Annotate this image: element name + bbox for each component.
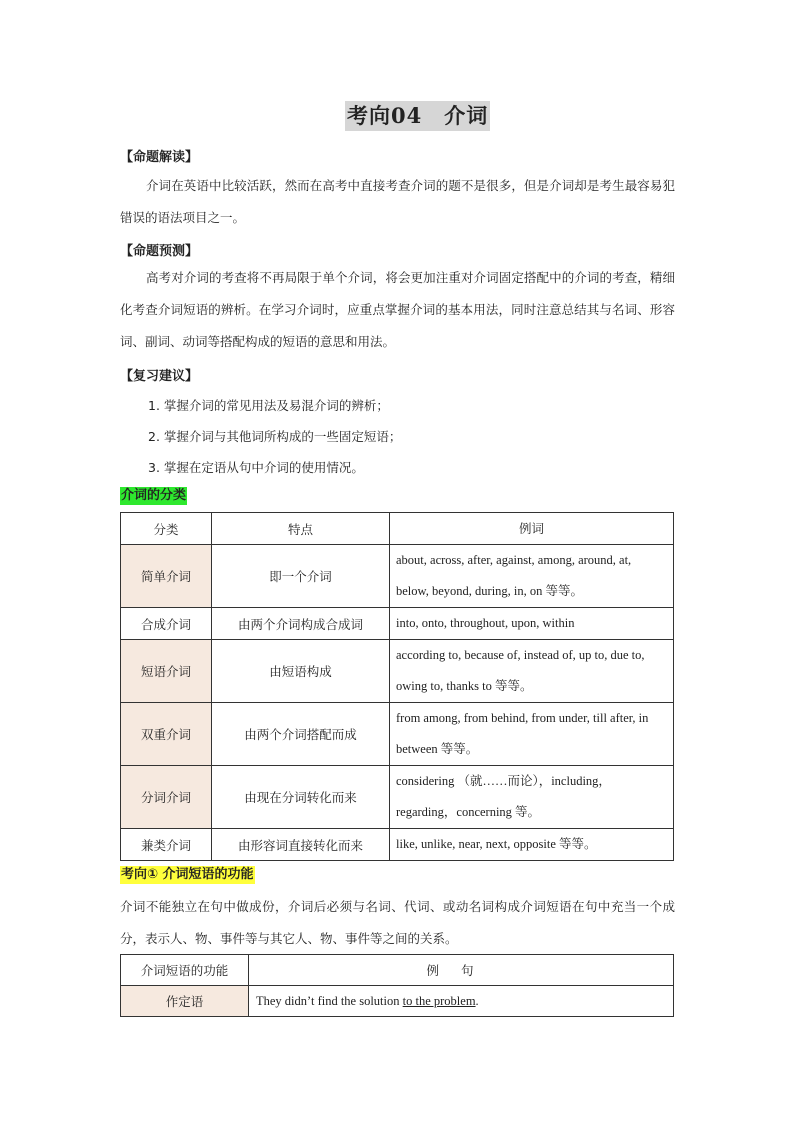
feature-cell: 即一个介词 <box>212 545 390 608</box>
classification-table <box>120 512 674 861</box>
table-header-row <box>121 955 674 986</box>
review-item: 1. 掌握介词的常见用法及易混介词的辨析； <box>148 398 389 413</box>
function-cell: 作定语 <box>121 986 249 1017</box>
header-cell: 例句 <box>249 955 674 986</box>
type-cell: 简单介词 <box>121 545 212 608</box>
table-row <box>121 766 674 829</box>
feature-cell: 由两个介词搭配而成 <box>212 703 390 766</box>
header-cell: 分类 <box>121 513 212 545</box>
title-part-2: 介词 <box>444 103 489 128</box>
table-row <box>121 640 674 703</box>
feature-cell: 由现在分词转化而来 <box>212 766 390 829</box>
table-row <box>121 545 674 608</box>
interpretation-text: 介词在英语中比较活跃，然而在高考中直接考查介词的题不是很多，但是介词却是考生最容易犯错误的语法项目之一。 <box>120 178 675 225</box>
prediction-heading: 【命题预测】 <box>120 244 199 259</box>
underlined-phrase: to the problem <box>402 993 476 1008</box>
review-item: 2. 掌握介词与其他词所构成的一些固定短语； <box>148 429 402 444</box>
interpretation-heading: 【命题解读】 <box>120 150 199 165</box>
title-part-1: 考向04 <box>347 103 423 128</box>
sentence-text: They didn’t find the solution <box>256 993 403 1008</box>
table-row <box>121 829 674 861</box>
function-label: 考向① 介词短语的功能 <box>121 867 254 882</box>
review-item: 3. 掌握在定语从句中介词的使用情况。 <box>148 460 364 475</box>
type-cell: 合成介词 <box>121 608 212 640</box>
table-row <box>121 986 674 1017</box>
sentence-cell <box>249 986 674 1017</box>
table-row <box>121 703 674 766</box>
header-cell: 特点 <box>212 513 390 545</box>
examples-cell: like, unlike, near, next, opposite 等等。 <box>390 829 674 861</box>
type-cell: 短语介词 <box>121 640 212 703</box>
feature-cell: 由两个介词构成合成词 <box>212 608 390 640</box>
examples-cell: from among, from behind, from under, till after, in between 等等。 <box>390 703 674 766</box>
classification-label: 介词的分类 <box>121 488 187 503</box>
examples-cell: according to, because of, instead of, up to, due to, owing to, thanks to 等等。 <box>390 640 674 703</box>
examples-cell: into, onto, throughout, upon, within <box>390 608 674 640</box>
type-cell: 双重介词 <box>121 703 212 766</box>
sentence-end: . <box>475 993 479 1008</box>
table-header-row <box>121 513 674 545</box>
header-cell: 介词短语的功能 <box>121 955 249 986</box>
header-cell: 例词 <box>390 513 674 545</box>
examples-cell: about, across, after, against, among, around, at, below, beyond, during, in, on 等等。 <box>390 545 674 608</box>
prediction-text: 高考对介词的考查将不再局限于单个介词，将会更加注重对介词固定搭配中的介词的考查，精细化考查介词短语的辨析。在学习介词时，应重点掌握介词的基本用法，同时注意总结其与名词、形容词、副词、动词等搭配构成的短语的意思和用法。 <box>120 270 675 349</box>
type-cell: 分词介词 <box>121 766 212 829</box>
table-row <box>121 608 674 640</box>
page-title <box>345 101 490 131</box>
feature-cell: 由形容词直接转化而来 <box>212 829 390 861</box>
examples-cell: considering （就……而论），including，regarding，concerning 等。 <box>390 766 674 829</box>
function-table <box>120 954 674 1017</box>
function-text: 介词不能独立在句中做成份，介词后必须与名词、代词、或动名词构成介词短语在句中充当一个成分，表示人、物、事件等与其它人、物、事件等之间的关系。 <box>120 899 675 946</box>
type-cell: 兼类介词 <box>121 829 212 861</box>
review-heading: 【复习建议】 <box>120 369 199 384</box>
feature-cell: 由短语构成 <box>212 640 390 703</box>
